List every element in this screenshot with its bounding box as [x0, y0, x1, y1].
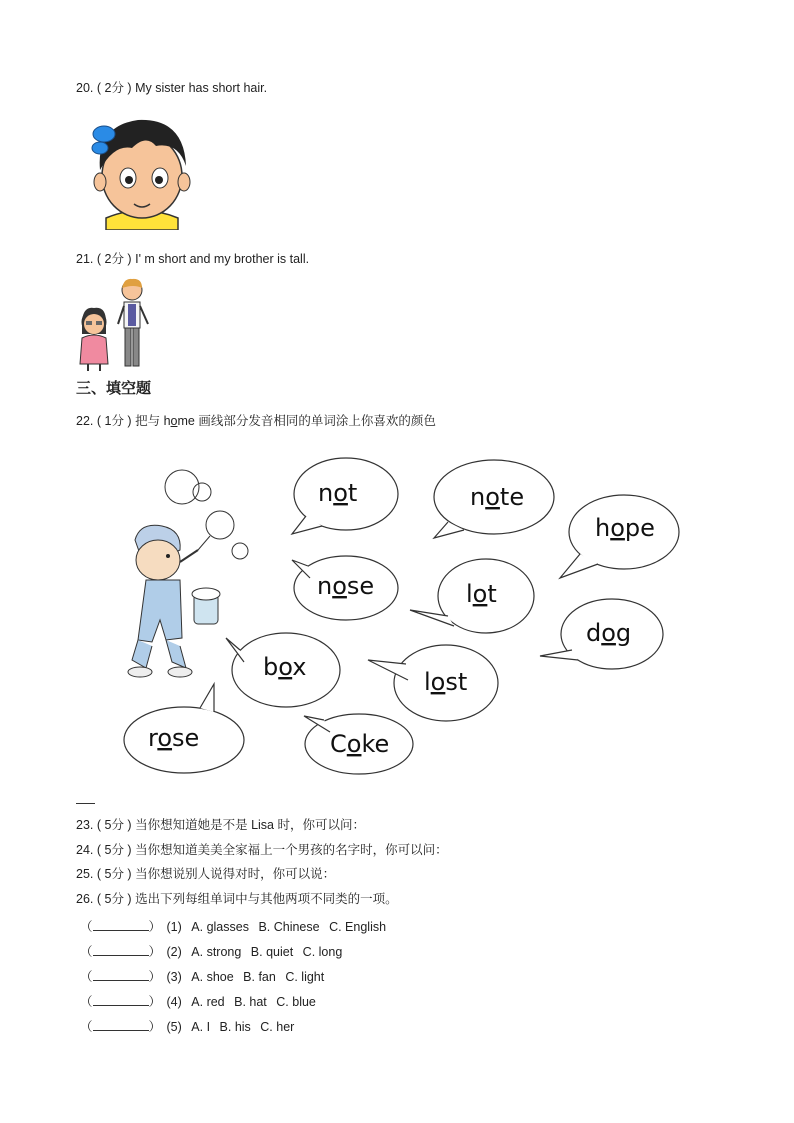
- soap-bubble: [206, 511, 234, 539]
- option-b: B. quiet: [250, 945, 294, 959]
- option-b: B. fan: [243, 970, 276, 984]
- paren: （: [80, 920, 93, 934]
- option-row: [80, 967, 330, 985]
- question-25: [76, 866, 335, 882]
- option-c: C. light: [285, 970, 325, 984]
- question-score: ( 5分 ): [96, 818, 132, 832]
- paren: ）: [148, 945, 162, 959]
- answer-blank[interactable]: [93, 995, 149, 1006]
- girl-short-hair-illustration: [86, 108, 198, 230]
- key-word-part: me: [177, 414, 195, 428]
- question-text: 选出下列每组单词中与其他两项不同类的一项。: [135, 892, 398, 906]
- option-number: (3): [166, 970, 182, 984]
- question-number: 20.: [76, 81, 94, 95]
- soap-bubble: [193, 483, 211, 501]
- word-lot: lot: [466, 580, 497, 608]
- option-a: A. I: [191, 1020, 211, 1034]
- option-row: [80, 992, 322, 1010]
- section-title: 三、填空题: [76, 380, 152, 397]
- question-number: 21.: [76, 252, 94, 266]
- answer-line[interactable]: [76, 803, 95, 804]
- word-dog: dog: [586, 619, 632, 647]
- question-text: 画线部分发音相同的单词涂上你喜欢的颜色: [194, 414, 436, 428]
- option-a: A. glasses: [191, 920, 249, 934]
- option-number: (1): [166, 920, 182, 934]
- option-a: A. red: [191, 995, 225, 1009]
- option-row: [80, 1017, 300, 1035]
- paren: ）: [148, 920, 162, 934]
- option-number: (5): [166, 1020, 182, 1034]
- question-26: [76, 891, 398, 907]
- option-row: [80, 942, 348, 960]
- option-a: A. strong: [191, 945, 242, 959]
- question-23: [76, 817, 365, 833]
- question-text: 当你想知道她是不是 Lisa 时，你可以问：: [135, 818, 365, 832]
- answer-blank[interactable]: [93, 970, 149, 981]
- question-20: [76, 80, 267, 96]
- paren: （: [80, 970, 93, 984]
- word-nose: nose: [317, 572, 375, 600]
- word-lost: lost: [424, 668, 468, 696]
- option-c: C. English: [329, 920, 387, 934]
- speech-bubbles-picture: [110, 450, 700, 790]
- soap-bubble: [165, 470, 199, 504]
- option-b: B. hat: [234, 995, 267, 1009]
- question-21: [76, 251, 309, 267]
- short-girl-tall-brother-illustration: [74, 276, 160, 372]
- option-c: C. her: [260, 1020, 295, 1034]
- word-rose: rose: [148, 724, 200, 752]
- question-score: ( 5分 ): [96, 892, 132, 906]
- question-number: 22.: [76, 414, 94, 428]
- word-hope: hope: [595, 514, 655, 542]
- paren: （: [80, 945, 93, 959]
- key-word-underlined: o: [170, 414, 178, 428]
- paren: ）: [148, 970, 162, 984]
- option-row: [80, 917, 392, 935]
- word-not: not: [318, 479, 358, 507]
- soap-bubble: [232, 543, 248, 559]
- option-a: A. shoe: [191, 970, 234, 984]
- paren: ）: [148, 1020, 162, 1034]
- option-c: C. blue: [276, 995, 316, 1009]
- option-b: B. Chinese: [258, 920, 320, 934]
- question-number: 23.: [76, 818, 94, 832]
- question-score: ( 5分 ): [96, 843, 132, 857]
- answer-blank[interactable]: [93, 1020, 149, 1031]
- option-number: (2): [166, 945, 182, 959]
- paren: （: [80, 1020, 93, 1034]
- answer-blank[interactable]: [93, 945, 149, 956]
- paren: （: [80, 995, 93, 1009]
- key-word-part: h: [163, 414, 171, 428]
- question-text: 当你想知道美美全家福上一个男孩的名字时，你可以问：: [135, 843, 448, 857]
- option-c: C. long: [302, 945, 343, 959]
- word-coke: Coke: [330, 730, 390, 758]
- question-22: [76, 413, 436, 429]
- question-score: ( 2分 ): [96, 252, 132, 266]
- option-b: B. his: [219, 1020, 251, 1034]
- option-number: (4): [166, 995, 182, 1009]
- paren: ）: [148, 995, 162, 1009]
- question-text: I' m short and my brother is tall.: [135, 252, 310, 266]
- answer-blank[interactable]: [93, 920, 149, 931]
- question-number: 26.: [76, 892, 94, 906]
- word-note: note: [470, 483, 525, 511]
- question-number: 24.: [76, 843, 94, 857]
- question-text: 当你想说别人说得对时，你可以说：: [135, 867, 336, 881]
- question-text: My sister has short hair.: [135, 81, 268, 95]
- question-score: ( 2分 ): [96, 81, 132, 95]
- boy-blowing-bubbles: [128, 525, 220, 677]
- question-text: 把与: [135, 414, 164, 428]
- question-number: 25.: [76, 867, 94, 881]
- question-score: ( 1分 ): [96, 414, 132, 428]
- question-score: ( 5分 ): [96, 867, 132, 881]
- question-24: [76, 842, 448, 858]
- word-box: box: [263, 653, 307, 681]
